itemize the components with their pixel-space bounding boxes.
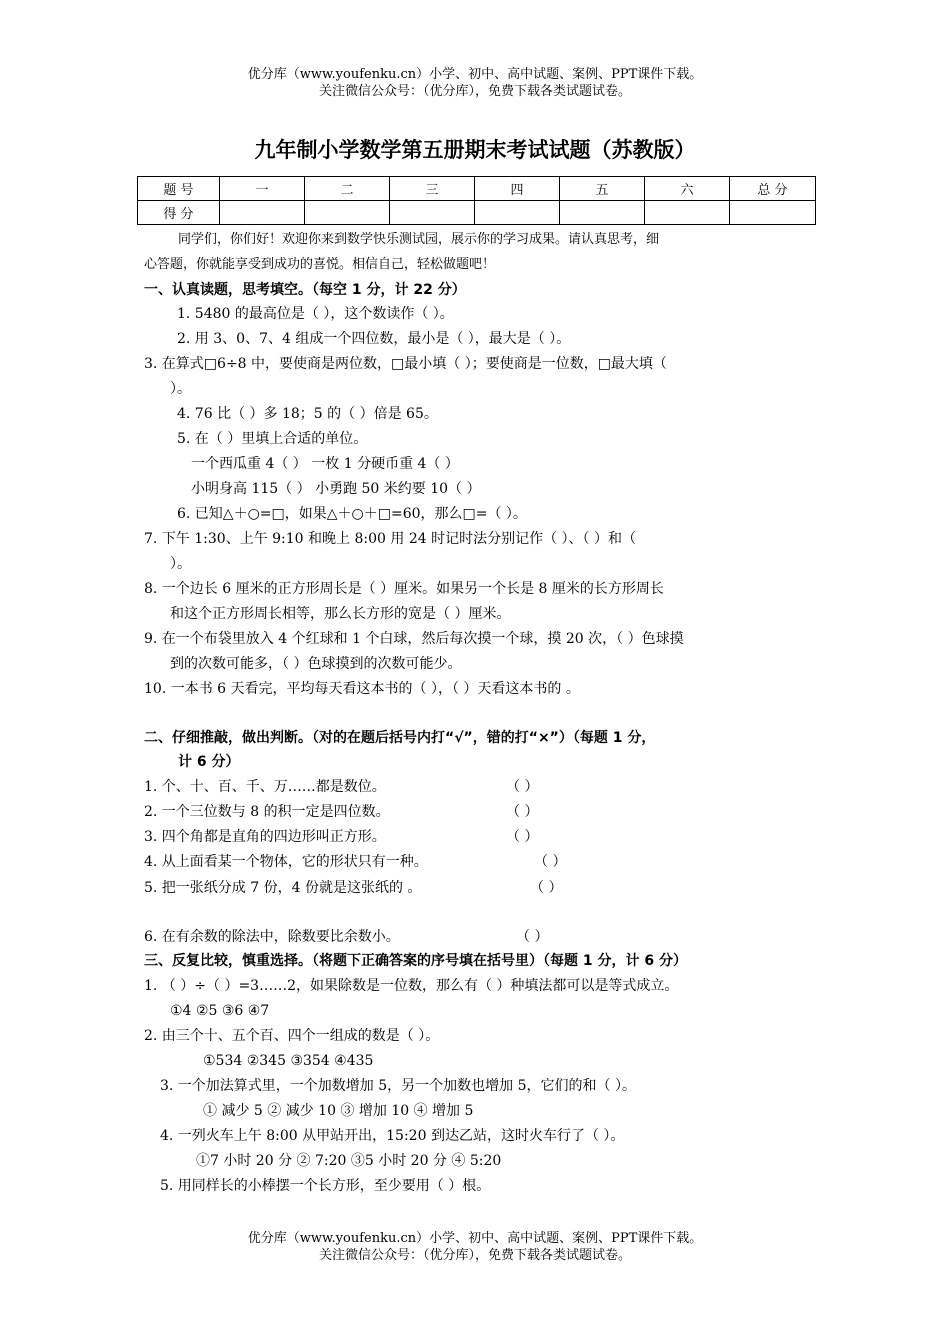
question-line: 和这个正方形周长相等，那么长方形的宽是（ ）厘米。: [170, 606, 511, 622]
choice-question: 2. 由三个十、五个百、四个一组成的数是（ ）。: [144, 1028, 440, 1044]
choice-options: ①4 ②5 ③6 ④7: [170, 1003, 270, 1019]
judgement-answer-paren[interactable]: （ ）: [534, 854, 567, 870]
question-line: ）。: [170, 556, 191, 572]
score-entry-cell[interactable]: [390, 201, 475, 225]
score-cell: 三: [390, 177, 475, 201]
page-footer: [0, 1230, 950, 1264]
header-line-2: 关注微信公众号：（优分库），免费下载各类试题试卷。: [318, 84, 631, 99]
score-table-score-row: [138, 201, 816, 225]
choice-question: 5. 用同样长的小棒摆一个长方形，至少要用（ ）根。: [160, 1178, 491, 1194]
judgement-answer-paren[interactable]: （ ）: [506, 804, 539, 820]
question-line: 8. 一个边长 6 厘米的正方形周长是（ ）厘米。如果另一个长是 8 厘米的长方形周长: [144, 581, 664, 597]
question-line: 到的次数可能多，（ ）色球摸到的次数可能少。: [170, 656, 462, 672]
judgement-answer-paren[interactable]: （ ）: [506, 829, 539, 845]
judgement-answer-paren[interactable]: （ ）: [530, 880, 563, 896]
judgement-question: 4. 从上面看某一个物体，它的形状只有一种。: [144, 854, 428, 870]
score-cell: 四: [475, 177, 560, 201]
section-2-heading-line-2: 计 6 分）: [178, 754, 240, 770]
question-line: 小明身高 115（ ） 小勇跑 50 米约要 10（ ）: [191, 481, 481, 497]
exam-title: 九年制小学数学第五册期末考试试题（苏教版）: [254, 138, 696, 162]
score-cell: 总 分: [730, 177, 816, 201]
page-header: [0, 66, 950, 100]
score-entry-cell[interactable]: [560, 201, 645, 225]
judgement-answer-paren[interactable]: （ ）: [516, 929, 549, 945]
question-line: ）。: [170, 381, 191, 397]
score-cell: 题 号: [138, 177, 220, 201]
question-line: 4. 76 比（ ）多 18；5 的（ ）倍是 65。: [177, 406, 438, 422]
footer-line-2: 关注微信公众号：（优分库），免费下载各类试题试卷。: [318, 1248, 631, 1263]
question-line: 一个西瓜重 4（ ） 一枚 1 分硬币重 4（ ）: [191, 456, 459, 472]
question-line: 9. 在一个布袋里放入 4 个红球和 1 个白球，然后每次摸一个球，摸 20 次，（ ）色球摸: [144, 631, 684, 647]
score-entry-cell[interactable]: [220, 201, 305, 225]
score-entry-cell[interactable]: [475, 201, 560, 225]
choice-question: 1. （ ）÷（ ）=3……2，如果除数是一位数，那么有（ ）种填法都可以是等式成立。: [144, 978, 679, 994]
judgement-question: 6. 在有余数的除法中，除数要比余数小。: [144, 929, 400, 945]
judgement-question: 2. 一个三位数与 8 的积一定是四位数。: [144, 804, 390, 820]
footer-line-1: 优分库（www.youfenku.cn）小学、初中、高中试题、案例、PPT课件下载。: [247, 1231, 703, 1246]
question-line: 2. 用 3、0、7、4 组成一个四位数，最小是（ ），最大是（ ）。: [177, 331, 571, 347]
section-3-heading: 三、反复比较，慎重选择。（将题下正确答案的序号填在括号里）（每题 1 分，计 6 分）: [144, 953, 687, 969]
score-cell: 一: [220, 177, 305, 201]
choice-question: 3. 一个加法算式里，一个加数增加 5，另一个加数也增加 5，它们的和（ ）。: [160, 1078, 636, 1094]
question-line: 10. 一本书 6 天看完，平均每天看这本书的（ ），（ ）天看这本书的 。: [144, 681, 580, 697]
judgement-question: 1. 个、十、百、千、万……都是数位。: [144, 779, 386, 795]
section-1-heading: 一、认真读题，思考填空。（每空 1 分，计 22 分）: [144, 282, 466, 298]
intro-line-2: 心答题，你就能享受到成功的喜悦。相信自己，轻松做题吧！: [144, 257, 496, 272]
score-table: [137, 176, 816, 225]
judgement-answer-paren[interactable]: （ ）: [506, 779, 539, 795]
choice-options: ①534 ②345 ③354 ④435: [203, 1053, 374, 1069]
question-line: 1. 5480 的最高位是（ ），这个数读作（ ）。: [177, 306, 454, 322]
score-cell: 得 分: [138, 201, 220, 225]
intro-line-1: 同学们，你们好！欢迎你来到数学快乐测试园，展示你的学习成果。请认真思考，细: [178, 232, 660, 247]
score-entry-cell[interactable]: [645, 201, 730, 225]
score-cell: 二: [305, 177, 390, 201]
judgement-question: 5. 把一张纸分成 7 份，4 份就是这张纸的 。: [144, 880, 422, 896]
choice-options: ①7 小时 20 分 ② 7:20 ③5 小时 20 分 ④ 5:20: [196, 1153, 502, 1169]
question-line: 6. 已知△＋○=□，如果△＋○＋□=60，那么□=（ ）。: [177, 506, 527, 522]
choice-question: 4. 一列火车上午 8:00 从甲站开出，15:20 到达乙站，这时火车行了（ ）。: [160, 1128, 625, 1144]
question-line: 7. 下午 1:30、上午 9:10 和晚上 8:00 用 24 时记时法分别记作（ ）、（ ）和（: [144, 531, 636, 547]
score-cell: 五: [560, 177, 645, 201]
question-line: 5. 在（ ）里填上合适的单位。: [177, 431, 368, 447]
score-entry-cell[interactable]: [305, 201, 390, 225]
score-table-header-row: [138, 177, 816, 201]
score-entry-cell[interactable]: [730, 201, 816, 225]
header-line-1: 优分库（www.youfenku.cn）小学、初中、高中试题、案例、PPT课件下载。: [247, 67, 703, 82]
choice-options: ① 减少 5 ② 减少 10 ③ 增加 10 ④ 增加 5: [203, 1103, 474, 1119]
question-line: 3. 在算式□6÷8 中，要使商是两位数，□最小填（ ）；要使商是一位数，□最大填（: [144, 356, 667, 372]
section-2-heading-line-1: 二、仔细推敲，做出判断。（对的在题后括号内打“√”，错的打“×”）（每题 1 分，: [144, 730, 656, 746]
judgement-question: 3. 四个角都是直角的四边形叫正方形。: [144, 829, 386, 845]
score-cell: 六: [645, 177, 730, 201]
